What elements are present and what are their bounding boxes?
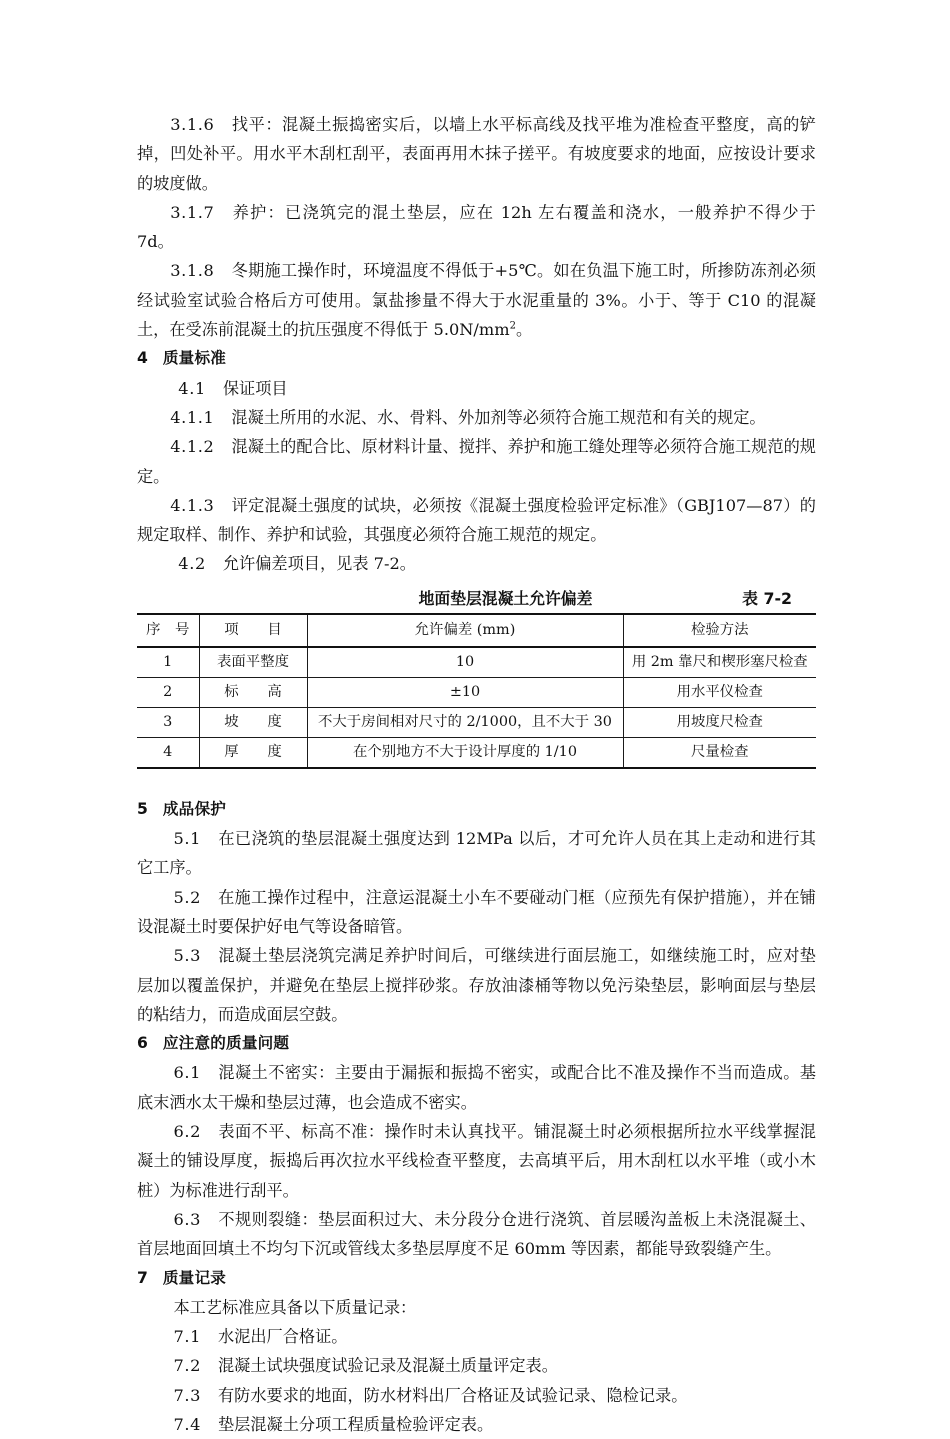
table-number-label: 表 7-2 [742,588,792,608]
clause-number-7-4: 7.4 [173,1414,201,1434]
cell-item: 标 高 [199,677,307,707]
table-caption: 地面垫层混凝土允许偏差 [418,588,593,608]
clause-number-4-2: 4.2 [178,554,206,574]
cell-item: 厚 度 [199,737,307,768]
table-row [137,677,816,707]
section-number-7: 7 [137,1268,149,1287]
table-block-7-2 [137,587,816,769]
clause-number-4-1: 4.1 [178,378,206,398]
document-body [137,110,816,1439]
paragraph-6-2 [137,1117,816,1205]
cell-tolerance: 10 [307,647,623,678]
paragraph-4-2 [137,549,816,578]
clause-number-6-3: 6.3 [173,1209,201,1229]
tolerance-table [137,613,816,769]
paragraph-4-1-3 [137,491,816,550]
clause-text-3-1-8: 冬期施工操作时，环境温度不得低于+5℃。如在负温下施工时，所掺防冻剂必须经试验室试验合格后方可使用。氯盐掺量不得大于水泥重量的 3%。小于、等于 C10 的混凝土，在受冻前混凝土的抗压强度不得低于 5.0N/mm [137,261,816,340]
clause-text-6-2: 表面不平、标高不准：操作时未认真找平。铺混凝土时必须根据所拉水平线掌握混凝土的铺设厚度，振捣后再次拉水平线检查平整度，去高填平后，用木刮杠以水平堆（或小木桩）为标准进行刮平。 [137,1122,816,1200]
cell-item: 坡 度 [199,707,307,737]
paragraph-7-2 [137,1351,816,1380]
cell-method: 用 2m 靠尺和楔形塞尺检查 [623,647,816,678]
clause-number-4-1-1: 4.1.1 [170,407,215,427]
paragraph-5-1 [137,824,816,883]
cell-no: 4 [137,737,199,768]
section-title-6: 应注意的质量问题 [162,1034,290,1053]
clause-text-6-3: 不规则裂缝：垫层面积过大、未分段分仓进行浇筑、首层暖沟盖板上未浇混凝土、首层地面回填土不均匀下沉或管线太多垫层厚度不足 60mm 等因素，都能导致裂缝产生。 [137,1209,816,1259]
clause-text-3-1-7: 养护：已浇筑完的混土垫层，应在 12h 左右覆盖和浇水，一般养护不得少于 7d。 [137,202,816,252]
clause-text-4-1: 保证项目 [222,378,288,398]
cell-no: 1 [137,647,199,678]
table-row [137,647,816,678]
paragraph-7-1 [137,1322,816,1351]
section-title-7: 质量记录 [162,1268,227,1287]
paragraph-4-1 [137,374,816,403]
clause-text-7-2: 混凝土试块强度试验记录及混凝土质量评定表。 [217,1356,558,1376]
section-title-4: 质量标准 [162,349,227,368]
clause-number-3-1-8: 3.1.8 [170,261,215,281]
paragraph-6-3 [137,1205,816,1264]
clause-number-6-2: 6.2 [173,1122,201,1142]
clause-number-6-1: 6.1 [173,1063,201,1083]
cell-method: 用水平仪检查 [623,677,816,707]
clause-text-3-1-6: 找平：混凝土振捣密实后，以墙上水平标高线及找平堆为准检查平整度，高的铲掉，凹处补平。用水平木刮杠刮平，表面再用木抹子搓平。有坡度要求的地面，应按设计要求的坡度做。 [137,115,816,193]
section-heading-7 [137,1264,816,1293]
clause-text-7-intro: 本工艺标准应具备以下质量记录： [173,1297,417,1317]
clause-number-4-1-3: 4.1.3 [170,495,215,515]
paragraph-5-2 [137,883,816,942]
cell-no: 3 [137,707,199,737]
table-caption-row [137,587,816,613]
clause-text-7-3: 有防水要求的地面，防水材料出厂合格证及试验记录、隐检记录。 [217,1385,688,1405]
cell-method: 尺量检查 [623,737,816,768]
clause-text-4-1-3: 评定混凝土强度的试块，必须按《混凝土强度检验评定标准》（GBJ107—87）的规定取样、制作、养护和试验，其强度必须符合施工规范的规定。 [137,495,816,545]
clause-text-7-4: 垫层混凝土分项工程质量检验评定表。 [217,1414,494,1434]
section-heading-4 [137,344,816,373]
clause-text-4-1-1: 混凝土所用的水泥、水、骨料、外加剂等必须符合施工规范和有关的规定。 [231,407,766,427]
cell-item: 表面平整度 [199,647,307,678]
cell-tolerance: ±10 [307,677,623,707]
cell-method: 用坡度尺检查 [623,707,816,737]
table-head [137,614,816,647]
column-header-item: 项 目 [199,614,307,647]
section-heading-6 [137,1029,816,1058]
paragraph-4-1-1 [137,403,816,432]
paragraph-7-4 [137,1410,816,1439]
paragraph-7-intro [137,1293,816,1322]
paragraph-3-1-7 [137,198,816,257]
clause-text-5-2: 在施工操作过程中，注意运混凝土小车不要碰动门框（应预先有保护措施），并在铺设混凝土时要保护好电气等设备暗管。 [137,887,816,936]
cell-tolerance: 在个别地方不大于设计厚度的 1/10 [307,737,623,768]
clause-number-7-1: 7.1 [173,1327,201,1347]
clause-number-4-1-2: 4.1.2 [170,437,215,457]
section-number-5: 5 [137,799,149,818]
paragraph-4-1-2 [137,432,816,491]
paragraph-6-1 [137,1058,816,1117]
paragraph-3-1-6 [137,110,816,198]
table-header-row [137,614,816,647]
column-header-no: 序 号 [137,614,199,647]
clause-text-5-3: 混凝土垫层浇筑完满足养护时间后，可继续进行面层施工，如继续施工时，应对垫层加以覆盖保护，并避免在垫层上搅拌砂浆。存放油漆桶等物以免污染垫层，影响面层与垫层的粘结力，而造成面层空鼓。 [137,946,816,1024]
clause-text-7-1: 水泥出厂合格证。 [217,1327,348,1347]
clause-number-7-2: 7.2 [173,1356,201,1376]
clause-number-5-3: 5.3 [173,946,201,966]
column-header-method: 检验方法 [623,614,816,647]
clause-number-5-2: 5.2 [173,887,201,907]
table-row [137,707,816,737]
superscript-squared: 2 [509,320,516,332]
table-row [137,737,816,768]
table-body [137,647,816,768]
clause-text-5-1: 在已浇筑的垫层混凝土强度达到 12MPa 以后，才可允许人员在其上走动和进行其它工序。 [137,829,816,878]
clause-text-4-2: 允许偏差项目，见表 7-2。 [222,554,416,574]
section-title-5: 成品保护 [162,799,227,818]
column-header-tolerance: 允许偏差 (mm) [307,614,623,647]
clause-text-6-1: 混凝土不密实：主要由于漏振和振捣不密实，或配合比不准及操作不当而造成。基底末洒水太干燥和垫层过薄，也会造成不密实。 [137,1063,816,1112]
clause-text-3-1-8-end: 。 [515,320,533,340]
paragraph-5-3 [137,941,816,1029]
clause-number-7-3: 7.3 [173,1385,201,1405]
cell-tolerance: 不大于房间相对尺寸的 2/1000，且不大于 30 [307,707,623,737]
clause-text-4-1-2: 混凝土的配合比、原材料计量、搅拌、养护和施工缝处理等必须符合施工规范的规定。 [137,437,816,486]
section-number-4: 4 [137,349,149,368]
section-heading-5 [137,795,816,824]
section-number-6: 6 [137,1034,149,1053]
paragraph-7-3 [137,1381,816,1410]
clause-number-5-1: 5.1 [173,829,201,849]
clause-number-3-1-6: 3.1.6 [170,115,215,134]
clause-number-3-1-7: 3.1.7 [170,202,215,222]
cell-no: 2 [137,677,199,707]
paragraph-3-1-8 [137,256,816,344]
